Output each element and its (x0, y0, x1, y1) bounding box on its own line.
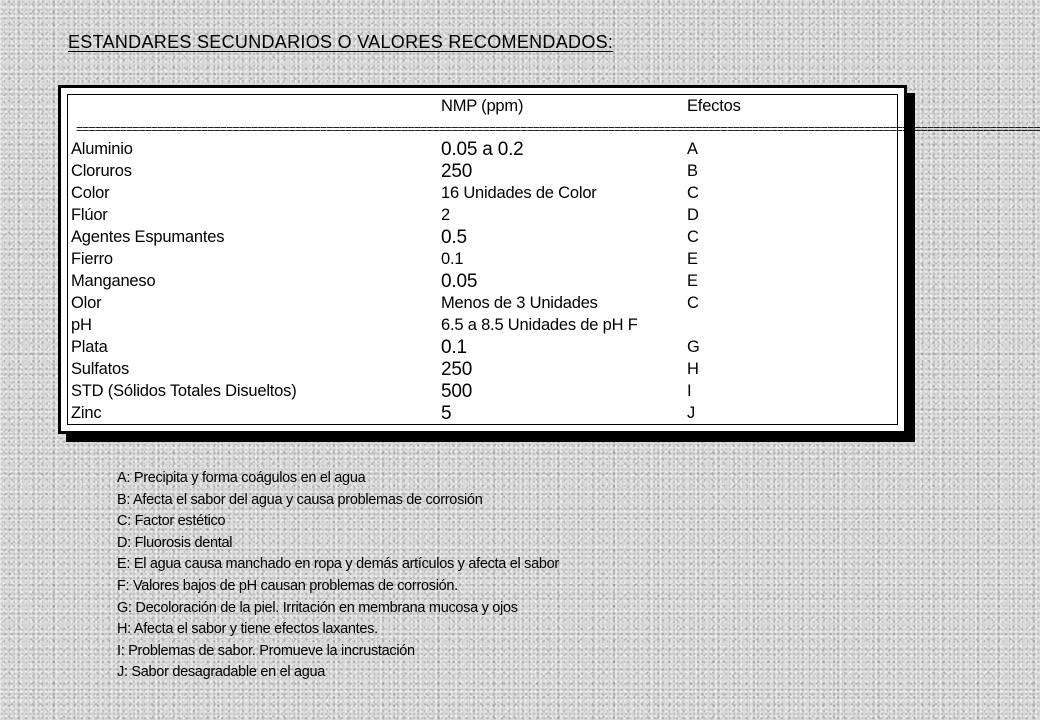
legend-item: H: Afecta el sabor y tiene efectos laxantes. (117, 621, 378, 638)
row-param: Color (71, 184, 110, 202)
row-value: Menos de 3 Unidades (441, 294, 598, 312)
row-effect: C (687, 184, 699, 202)
row-value: 16 Unidades de Color (441, 184, 597, 202)
row-param: pH (71, 316, 92, 334)
header-separator: ========================================================================================================================================================== (76, 122, 1040, 136)
row-effect: E (687, 250, 698, 268)
legend-item: F: Valores bajos de pH causan problemas de corrosión. (117, 577, 458, 594)
legend-item: E: El agua causa manchado en ropa y demás artículos y afecta el sabor (117, 556, 559, 573)
legend-item: A: Precipita y forma coágulos en el agua (117, 470, 366, 486)
row-param: Sulfatos (71, 360, 130, 378)
row-param: Manganeso (71, 272, 156, 290)
row-effect: C (687, 294, 699, 312)
row-value: 0.05 a 0.2 (441, 139, 524, 160)
row-effect: H (687, 360, 699, 378)
row-param: Olor (71, 294, 102, 312)
row-value: 250 (441, 359, 473, 380)
row-effect: D (687, 206, 699, 224)
legend-item: B: Afecta el sabor del agua y causa problemas de corrosión (117, 491, 483, 508)
row-param: Agentes Espumantes (71, 228, 225, 246)
table-inner-border (67, 94, 1040, 425)
header-efectos: Efectos (687, 97, 741, 115)
legend-item: G: Decoloración de la piel. Irritación en membrana mucosa y ojos (117, 599, 518, 616)
legend-item: D: Fluorosis dental (117, 534, 233, 551)
row-value: 6.5 a 8.5 Unidades de pH F (441, 316, 638, 334)
row-value: 500 (441, 381, 473, 402)
legend-item: J: Sabor desagradable en el agua (117, 664, 326, 681)
row-value: 0.1 (441, 250, 464, 268)
row-param: Aluminio (71, 140, 133, 158)
legend-item: I: Problemas de sabor. Promueve la incrustación (117, 642, 415, 659)
row-effect: B (687, 162, 698, 180)
row-effect: E (687, 272, 698, 290)
row-effect: G (687, 338, 700, 356)
row-value: 2 (441, 206, 450, 224)
row-effect: J (687, 404, 696, 422)
row-effect: A (687, 140, 698, 158)
standards-table (58, 85, 1040, 434)
row-param: Plata (71, 338, 108, 356)
legend-item: C: Factor estético (117, 513, 226, 530)
row-value: 0.1 (441, 337, 467, 358)
row-param: Zinc (71, 404, 102, 422)
row-param: Fierro (71, 250, 113, 268)
row-effect: C (687, 228, 699, 246)
header-nmp: NMP (ppm) (441, 97, 524, 115)
row-value: 0.5 (441, 227, 467, 248)
row-value: 250 (441, 161, 473, 182)
page-title: ESTANDARES SECUNDARIOS O VALORES RECOMENDADOS: (68, 32, 614, 52)
row-param: Flúor (71, 206, 108, 224)
row-param: STD (Sólidos Totales Disueltos) (71, 382, 297, 400)
row-value: 0.05 (441, 271, 478, 292)
row-value: 5 (441, 403, 452, 424)
effects-legend (117, 468, 559, 684)
row-effect: I (687, 382, 692, 400)
row-param: Cloruros (71, 162, 132, 180)
